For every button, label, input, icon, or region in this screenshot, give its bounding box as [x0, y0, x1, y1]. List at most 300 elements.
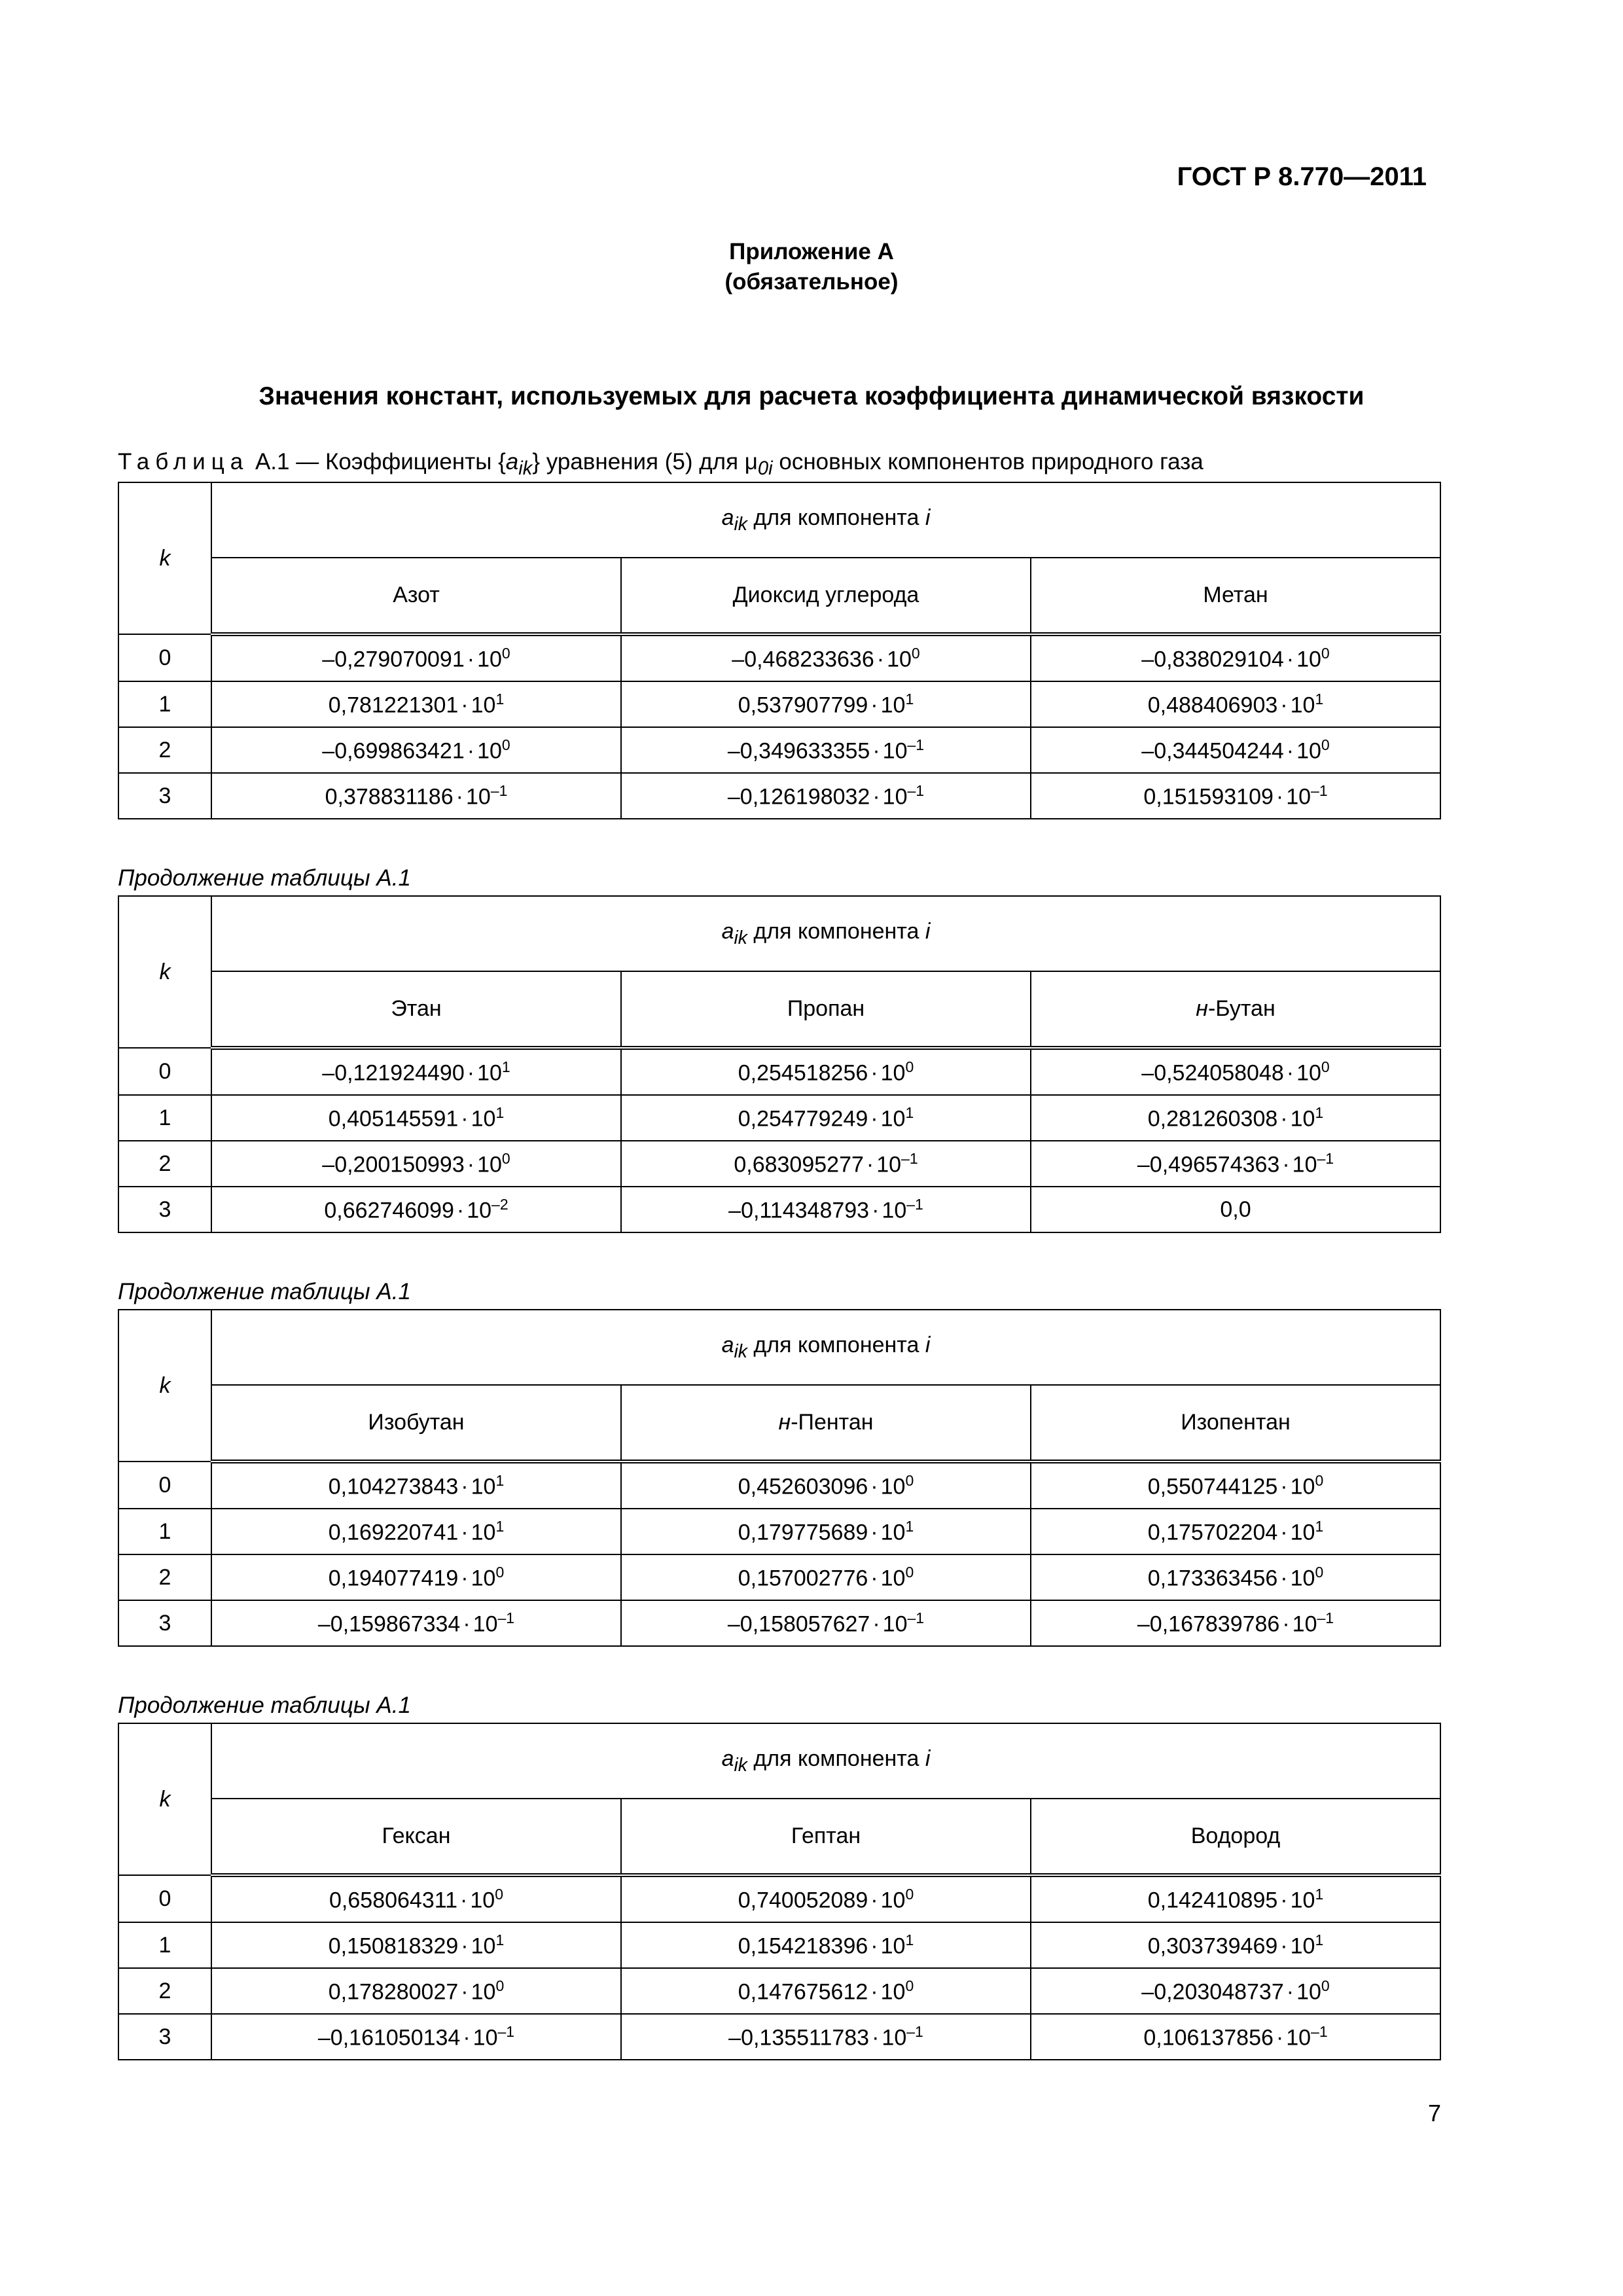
- exponent: 1: [905, 1517, 914, 1535]
- multiply-dot: ·: [876, 647, 885, 672]
- caption-word: Таблица: [118, 449, 249, 475]
- coefficient-value: [621, 1048, 1031, 1095]
- base: 10: [887, 647, 912, 672]
- component-label: Диоксид углерода: [732, 583, 919, 607]
- header-row: [118, 896, 1440, 971]
- multiply-dot: ·: [467, 1060, 475, 1086]
- exponent: 0: [1321, 644, 1330, 662]
- coefficient-value: [1031, 1554, 1440, 1600]
- base: 10: [1296, 1060, 1321, 1086]
- exponent: 1: [495, 1103, 505, 1121]
- coefficient-value: [621, 1600, 1031, 1646]
- mantissa: –0,135511783: [728, 2025, 870, 2051]
- exponent: 0: [905, 1885, 914, 1903]
- continuation-label: Продолжение таблицы А.1: [118, 1279, 411, 1304]
- component-group-header: [211, 482, 1440, 558]
- continuation-label: Продолжение таблицы А.1: [118, 865, 411, 891]
- exponent: 1: [1315, 1517, 1324, 1535]
- multiply-dot: ·: [872, 1198, 880, 1223]
- mantissa: –0,121924490: [322, 1060, 465, 1086]
- a-symbol: a: [721, 1332, 734, 1357]
- mantissa: –0,158057627: [727, 1611, 870, 1637]
- multiply-dot: ·: [872, 784, 880, 810]
- base: 10: [473, 2025, 498, 2051]
- component-name: [621, 1385, 1031, 1462]
- mantissa: –0,167839786: [1137, 1611, 1280, 1637]
- base: 10: [882, 1198, 907, 1223]
- k-value: 3: [118, 1600, 211, 1646]
- exponent: –1: [1317, 1149, 1334, 1167]
- mantissa: 0,254779249: [738, 1106, 868, 1132]
- table-row: [118, 2014, 1440, 2060]
- coefficients-table: [118, 895, 1441, 1233]
- multiply-dot: ·: [1286, 1979, 1294, 2005]
- exponent: 0: [1321, 736, 1330, 753]
- mantissa: –0,838029104: [1141, 647, 1284, 672]
- component-group-header: [211, 1723, 1440, 1799]
- base: 10: [1296, 647, 1321, 672]
- table-caption: [118, 449, 1204, 480]
- coefficient-value: [211, 773, 621, 819]
- appendix-title: Приложение А: [729, 239, 894, 264]
- component-name: [1031, 971, 1440, 1048]
- base: 10: [880, 1933, 906, 1959]
- k-header: k: [118, 896, 211, 1048]
- multiply-dot: ·: [872, 1611, 880, 1637]
- multiply-dot: ·: [866, 1152, 874, 1177]
- header-text: для компонента: [747, 1332, 925, 1357]
- mantissa: 0,104273843: [328, 1474, 459, 1499]
- exponent: –1: [490, 781, 508, 799]
- component-name: [211, 558, 621, 634]
- coefficients-table: [118, 1309, 1441, 1647]
- table-row: [118, 1095, 1440, 1141]
- mantissa: 0,378831186: [325, 784, 454, 810]
- k-value: 2: [118, 1554, 211, 1600]
- exponent: 1: [905, 1931, 914, 1948]
- mantissa: 0,488406903: [1147, 692, 1278, 718]
- k-header: k: [118, 1723, 211, 1875]
- a-symbol: a: [721, 505, 734, 530]
- multiply-dot: ·: [1280, 1888, 1288, 1913]
- mantissa: 0,281260308: [1147, 1106, 1278, 1132]
- k-value: 0: [118, 1462, 211, 1509]
- k-value: 0: [118, 634, 211, 681]
- coefficient-value: [621, 1187, 1031, 1232]
- component-label: Этан: [391, 996, 442, 1021]
- mantissa: 0,169220741: [328, 1520, 459, 1545]
- mantissa: –0,126198032: [727, 784, 870, 810]
- base: 10: [471, 1106, 496, 1132]
- coefficient-value: [621, 1875, 1031, 1922]
- header-text: для компонента: [747, 1746, 925, 1771]
- base: 10: [880, 1060, 906, 1086]
- multiply-dot: ·: [1280, 1933, 1288, 1959]
- exponent: 1: [495, 1471, 505, 1489]
- coefficient-value: [1031, 727, 1440, 773]
- multiply-dot: ·: [461, 1566, 469, 1591]
- k-value: 2: [118, 727, 211, 773]
- mantissa: 0,658064311: [329, 1888, 458, 1913]
- caption-mu-sub: 0i: [757, 458, 773, 479]
- a-subscript: ik: [734, 1754, 747, 1776]
- table-row: [118, 1509, 1440, 1554]
- coefficient-value: [1031, 2014, 1440, 2060]
- table-row: [118, 1462, 1440, 1509]
- coefficient-value: [1031, 1048, 1440, 1095]
- mantissa: 0,106137856: [1143, 2025, 1274, 2051]
- coefficient-value: [621, 681, 1031, 727]
- exponent: 1: [905, 690, 914, 708]
- table-row: [118, 727, 1440, 773]
- exponent: –1: [901, 1149, 918, 1167]
- page-number: 7: [1427, 2100, 1441, 2126]
- base: 10: [880, 1979, 906, 2005]
- coefficients-table: [118, 482, 1441, 819]
- multiply-dot: ·: [455, 784, 463, 810]
- component-name: [621, 558, 1031, 634]
- coefficient-value: [621, 1462, 1031, 1509]
- component-label: Пропан: [787, 996, 865, 1021]
- base: 10: [471, 692, 496, 718]
- document-title: Значения констант, используемых для расчета коэффициента динамической вязкости: [259, 382, 1364, 410]
- mantissa: 0,537907799: [738, 692, 868, 718]
- base: 10: [882, 738, 908, 764]
- component-label: -Бутан: [1207, 996, 1275, 1021]
- coefficient-value: [1031, 1922, 1440, 1968]
- exponent: –2: [491, 1195, 508, 1213]
- base: 10: [473, 1611, 498, 1637]
- caption-text-end: основных компонентов природного газа: [772, 449, 1204, 475]
- multiply-dot: ·: [456, 1198, 465, 1223]
- exponent: 1: [501, 1058, 510, 1075]
- k-value: 1: [118, 681, 211, 727]
- component-name: [1031, 1799, 1440, 1875]
- component-label: Гептан: [791, 1823, 861, 1848]
- multiply-dot: ·: [1286, 647, 1294, 672]
- coefficient-value: [621, 1509, 1031, 1554]
- component-label: Изобутан: [368, 1410, 465, 1435]
- component-name: [211, 1799, 621, 1875]
- base: 10: [880, 1474, 906, 1499]
- coefficient-value: [211, 1048, 621, 1095]
- component-name: [621, 1799, 1031, 1875]
- multiply-dot: ·: [870, 1106, 878, 1132]
- base: 10: [471, 1520, 496, 1545]
- k-value: 3: [118, 773, 211, 819]
- caption-mu: μ: [744, 449, 758, 475]
- base: 10: [880, 1888, 906, 1913]
- mantissa: 0,781221301: [328, 692, 459, 718]
- exponent: 0: [1315, 1471, 1324, 1489]
- coefficient-value: [1031, 634, 1440, 681]
- base: 10: [1290, 1106, 1315, 1132]
- k-value: 2: [118, 1141, 211, 1187]
- multiply-dot: ·: [870, 692, 878, 718]
- base: 10: [880, 692, 906, 718]
- exponent: –1: [906, 1195, 923, 1213]
- multiply-dot: ·: [1286, 1060, 1294, 1086]
- mantissa: 0,740052089: [738, 1888, 868, 1913]
- base: 10: [882, 784, 908, 810]
- multiply-dot: ·: [872, 2025, 880, 2051]
- base: 10: [1286, 2025, 1311, 2051]
- k-value: 0: [118, 1048, 211, 1095]
- coefficient-value: [621, 1554, 1031, 1600]
- mantissa: 0,254518256: [738, 1060, 868, 1086]
- exponent: 0: [1315, 1563, 1324, 1581]
- header-row: [118, 482, 1440, 558]
- header-row: [118, 1723, 1440, 1799]
- component-row: [118, 1385, 1440, 1462]
- base: 10: [471, 1566, 496, 1591]
- exponent: –1: [497, 1609, 515, 1626]
- k-value: 3: [118, 2014, 211, 2060]
- multiply-dot: ·: [463, 1611, 471, 1637]
- i-symbol: i: [925, 1746, 931, 1771]
- mantissa: 0,151593109: [1143, 784, 1274, 810]
- coefficient-value: [1031, 1600, 1440, 1646]
- table-row: [118, 1141, 1440, 1187]
- k-header: k: [118, 1310, 211, 1462]
- exponent: –1: [497, 2022, 515, 2040]
- mantissa: 0,150818329: [328, 1933, 459, 1959]
- mantissa: –0,114348793: [728, 1198, 870, 1223]
- base: 10: [1292, 1611, 1317, 1637]
- component-name: [211, 1385, 621, 1462]
- multiply-dot: ·: [1275, 784, 1284, 810]
- base: 10: [1296, 738, 1321, 764]
- a-subscript: ik: [734, 513, 747, 535]
- exponent: 0: [905, 1563, 914, 1581]
- caption-text-mid: } уравнения (5) для: [532, 449, 745, 475]
- mantissa: 0,194077419: [328, 1566, 459, 1591]
- multiply-dot: ·: [870, 1474, 878, 1499]
- mantissa: –0,279070091: [322, 647, 465, 672]
- exponent: –1: [1311, 2022, 1328, 2040]
- table-row: [118, 1554, 1440, 1600]
- coefficient-value: [621, 1095, 1031, 1141]
- multiply-dot: ·: [467, 738, 475, 764]
- multiply-dot: ·: [870, 1933, 878, 1959]
- base: 10: [471, 1474, 496, 1499]
- coefficient-value: [211, 1554, 621, 1600]
- coefficient-value: [211, 1968, 621, 2014]
- a-symbol: a: [721, 918, 734, 944]
- base: 10: [1286, 784, 1311, 810]
- exponent: –1: [906, 2022, 923, 2040]
- table-row: [118, 1048, 1440, 1095]
- header-row: [118, 1310, 1440, 1385]
- component-row: [118, 971, 1440, 1048]
- component-prefix: н: [778, 1410, 791, 1435]
- exponent: 1: [1315, 690, 1324, 708]
- coefficient-value: [211, 1875, 621, 1922]
- mantissa: 0,662746099: [324, 1198, 454, 1223]
- k-value: 1: [118, 1509, 211, 1554]
- coefficient-value: [621, 1141, 1031, 1187]
- exponent: 0: [1321, 1977, 1330, 1994]
- exponent: 0: [905, 1977, 914, 1994]
- coefficient-value: [211, 634, 621, 681]
- mantissa: 0,0: [1220, 1196, 1251, 1222]
- base: 10: [1290, 1566, 1315, 1591]
- base: 10: [471, 1933, 496, 1959]
- base: 10: [477, 1152, 502, 1177]
- exponent: 1: [495, 1517, 505, 1535]
- base: 10: [1296, 1979, 1321, 2005]
- exponent: 0: [495, 1977, 505, 1994]
- mantissa: –0,200150993: [322, 1152, 465, 1177]
- i-symbol: i: [925, 918, 931, 944]
- coefficient-value: [211, 1462, 621, 1509]
- mantissa: 0,452603096: [738, 1474, 868, 1499]
- exponent: –1: [1317, 1609, 1334, 1626]
- gost-code: ГОСТ Р 8.770—2011: [1177, 162, 1427, 191]
- multiply-dot: ·: [1280, 1106, 1288, 1132]
- k-header: k: [118, 482, 211, 634]
- mantissa: 0,178280027: [328, 1979, 459, 2005]
- coefficient-value: [211, 2014, 621, 2060]
- coefficient-value: [1031, 681, 1440, 727]
- coefficient-value: [211, 727, 621, 773]
- multiply-dot: ·: [463, 2025, 471, 2051]
- base: 10: [470, 1888, 495, 1913]
- a-subscript: ik: [734, 927, 747, 948]
- exponent: –1: [1311, 781, 1328, 799]
- coefficient-value: [1031, 1141, 1440, 1187]
- multiply-dot: ·: [1280, 1474, 1288, 1499]
- mantissa: 0,175702204: [1147, 1520, 1278, 1545]
- mantissa: 0,550744125: [1147, 1474, 1278, 1499]
- component-label: Метан: [1203, 583, 1268, 607]
- base: 10: [477, 1060, 502, 1086]
- base: 10: [471, 1979, 496, 2005]
- mantissa: –0,203048737: [1141, 1979, 1284, 2005]
- base: 10: [1290, 1888, 1315, 1913]
- mantissa: –0,524058048: [1141, 1060, 1284, 1086]
- table-row: [118, 634, 1440, 681]
- component-name: [1031, 558, 1440, 634]
- multiply-dot: ·: [1282, 1152, 1290, 1177]
- component-label: Изопентан: [1181, 1410, 1291, 1435]
- base: 10: [1290, 1474, 1315, 1499]
- mantissa: 0,154218396: [738, 1933, 868, 1959]
- multiply-dot: ·: [1286, 738, 1294, 764]
- multiply-dot: ·: [461, 1106, 469, 1132]
- coefficient-value: [621, 1922, 1031, 1968]
- coefficient-value: [1031, 1509, 1440, 1554]
- k-value: 3: [118, 1187, 211, 1232]
- multiply-dot: ·: [461, 692, 469, 718]
- coefficient-value: [621, 1968, 1031, 2014]
- exponent: 1: [1315, 1885, 1324, 1903]
- coefficient-value: [211, 1509, 621, 1554]
- base: 10: [882, 1611, 908, 1637]
- coefficients-table: [118, 1723, 1441, 2060]
- exponent: 0: [905, 1471, 914, 1489]
- component-row: [118, 558, 1440, 634]
- exponent: 1: [495, 1931, 505, 1948]
- base: 10: [880, 1520, 906, 1545]
- mantissa: –0,344504244: [1141, 738, 1284, 764]
- component-name: [1031, 1385, 1440, 1462]
- coefficient-value: [211, 1922, 621, 1968]
- multiply-dot: ·: [461, 1520, 469, 1545]
- exponent: –1: [907, 1609, 925, 1626]
- coefficient-value: [621, 773, 1031, 819]
- exponent: 0: [1321, 1058, 1330, 1075]
- coefficient-value: [1031, 773, 1440, 819]
- exponent: 0: [905, 1058, 914, 1075]
- coefficient-value: [1031, 1187, 1440, 1232]
- multiply-dot: ·: [1280, 692, 1288, 718]
- exponent: 0: [501, 644, 510, 662]
- table-row: [118, 1875, 1440, 1922]
- multiply-dot: ·: [461, 1474, 469, 1499]
- multiply-dot: ·: [467, 647, 475, 672]
- a-subscript: ik: [734, 1340, 747, 1362]
- coefficient-value: [211, 1187, 621, 1232]
- mantissa: –0,468233636: [732, 647, 874, 672]
- table-row: [118, 681, 1440, 727]
- coefficient-value: [621, 634, 1031, 681]
- exponent: 0: [911, 644, 920, 662]
- component-prefix: н: [1196, 996, 1208, 1021]
- coefficient-value: [211, 1141, 621, 1187]
- base: 10: [467, 1198, 492, 1223]
- base: 10: [880, 1566, 906, 1591]
- mantissa: 0,157002776: [738, 1566, 868, 1591]
- mantissa: –0,159867334: [317, 1611, 461, 1637]
- caption-a-sub: ik: [518, 458, 533, 479]
- multiply-dot: ·: [870, 1979, 878, 2005]
- exponent: 0: [501, 736, 510, 753]
- mantissa: –0,161050134: [317, 2025, 461, 2051]
- mantissa: 0,147675612: [738, 1979, 868, 2005]
- k-value: 2: [118, 1968, 211, 2014]
- exponent: 1: [905, 1103, 914, 1121]
- base: 10: [465, 784, 491, 810]
- multiply-dot: ·: [1282, 1611, 1290, 1637]
- header-text: для компонента: [747, 505, 925, 530]
- exponent: –1: [907, 736, 925, 753]
- base: 10: [477, 738, 502, 764]
- multiply-dot: ·: [870, 1566, 878, 1591]
- multiply-dot: ·: [1280, 1566, 1288, 1591]
- component-label: Азот: [393, 583, 440, 607]
- base: 10: [1290, 1933, 1315, 1959]
- mantissa: 0,142410895: [1147, 1888, 1278, 1913]
- k-value: 1: [118, 1095, 211, 1141]
- table-row: [118, 1922, 1440, 1968]
- coefficient-value: [1031, 1875, 1440, 1922]
- multiply-dot: ·: [872, 738, 880, 764]
- table-row: [118, 773, 1440, 819]
- table-row: [118, 1600, 1440, 1646]
- mantissa: 0,179775689: [738, 1520, 868, 1545]
- base: 10: [880, 1106, 906, 1132]
- component-label: Гексан: [382, 1823, 451, 1848]
- component-label: -Пентан: [791, 1410, 874, 1435]
- i-symbol: i: [925, 505, 931, 530]
- multiply-dot: ·: [461, 1933, 469, 1959]
- multiply-dot: ·: [870, 1520, 878, 1545]
- component-name: [211, 971, 621, 1048]
- appendix-subtitle: (обязательное): [724, 269, 899, 295]
- coefficient-value: [1031, 1462, 1440, 1509]
- continuation-label: Продолжение таблицы А.1: [118, 1693, 411, 1718]
